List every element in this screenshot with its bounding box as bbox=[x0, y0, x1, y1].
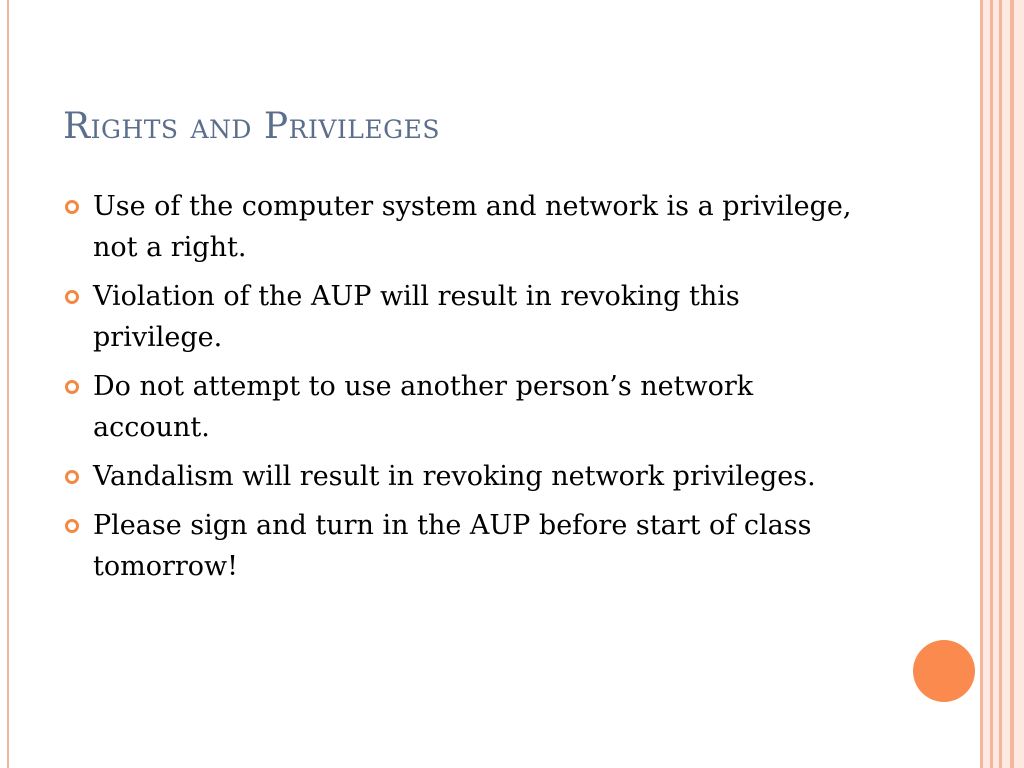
ring-bullet-icon bbox=[65, 380, 79, 394]
bullet-text: Please sign and turn in the AUP before start of class tomorrow! bbox=[93, 510, 812, 582]
ring-bullet-icon bbox=[65, 290, 79, 304]
bullet-item bbox=[63, 186, 863, 268]
ring-bullet-icon bbox=[65, 470, 79, 484]
bullet-text: Do not attempt to use another person’s network account. bbox=[93, 371, 754, 443]
right-decor-panel bbox=[980, 0, 1024, 768]
bullet-item bbox=[63, 366, 863, 448]
ring-bullet-icon bbox=[65, 200, 79, 214]
bullet-item bbox=[63, 456, 863, 497]
right-stripe bbox=[980, 0, 983, 768]
right-stripe bbox=[990, 0, 993, 768]
left-border-line bbox=[7, 0, 9, 768]
ring-bullet-icon bbox=[65, 519, 79, 533]
bullet-list bbox=[63, 186, 863, 595]
decorative-circle bbox=[913, 640, 975, 702]
right-stripe bbox=[1010, 0, 1014, 768]
slide-title: Rights and Privileges bbox=[63, 106, 440, 147]
bullet-text: Vandalism will result in revoking network privileges. bbox=[93, 461, 816, 492]
bullet-item bbox=[63, 505, 863, 587]
bullet-text: Violation of the AUP will result in revoking this privilege. bbox=[93, 281, 740, 353]
right-stripe bbox=[999, 0, 1002, 768]
bullet-item bbox=[63, 276, 863, 358]
bullet-text: Use of the computer system and network is a privilege, not a right. bbox=[93, 191, 852, 263]
